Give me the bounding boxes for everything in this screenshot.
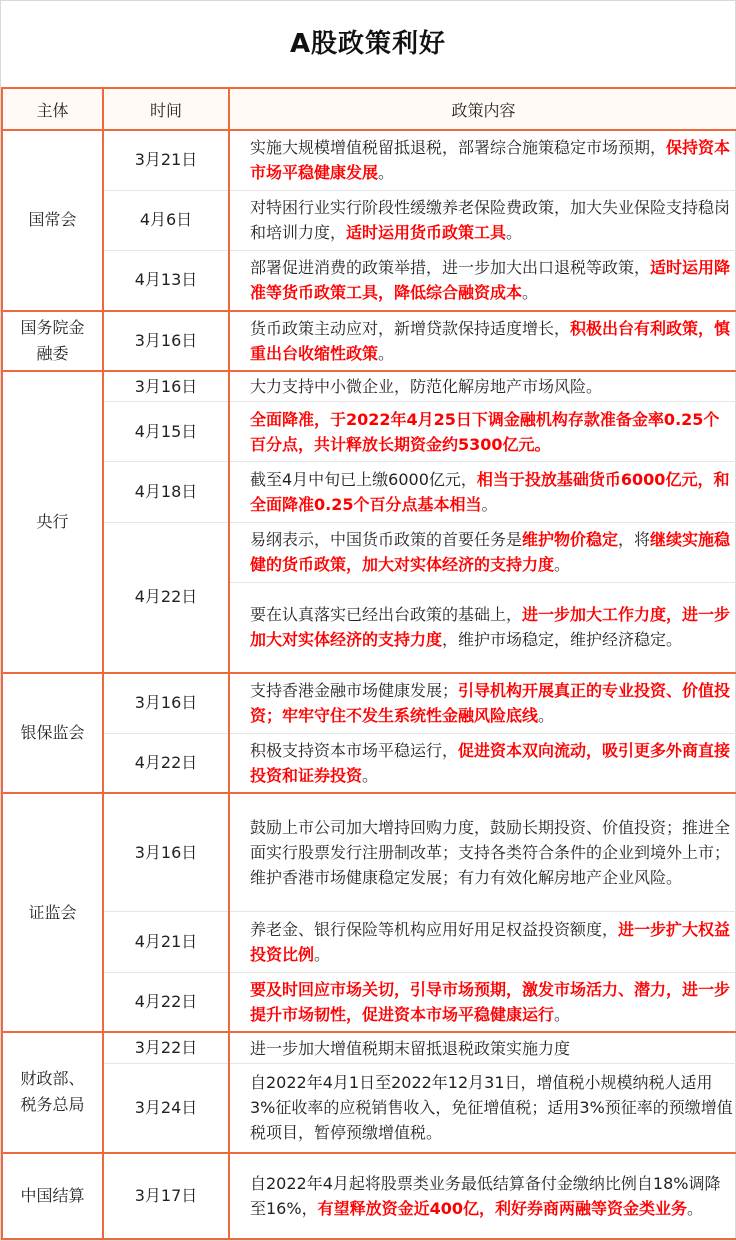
content-text: 部署促进消费的政策举措，进一步加大出口退税等政策， bbox=[250, 258, 651, 278]
table-row bbox=[2, 733, 736, 793]
table-row bbox=[2, 311, 736, 371]
date-cell: 4月6日 bbox=[103, 190, 229, 250]
subject-cell bbox=[2, 311, 103, 371]
content-text: 。 bbox=[378, 163, 395, 183]
highlight-text: 适时运用降准等货币政策工具，降低综合融资成本 bbox=[250, 258, 731, 303]
content-text: 实施大规模增值税留抵退税，部署综合施策稳定市场预期， bbox=[250, 138, 667, 158]
highlight-text: 引导机构开展真正的专业投资、价值投资；牢牢守住不发生系统性金融风险底线 bbox=[250, 681, 731, 726]
date-cell: 3月22日 bbox=[103, 1032, 229, 1063]
subject-line: 国务院金 bbox=[20, 317, 85, 337]
highlight-text: 要及时回应市场关切，引导市场预期，激发市场活力、潜力，进一步提升市场韧性，促进资本市场平稳健康运行 bbox=[250, 980, 731, 1025]
content-text: 鼓励上市公司加大增持回购力度，鼓励长期投资、价值投资；推进全面实行股票发行注册制改革；支持各类符合条件的企业到境外上市；维护香港市场健康稳定发展；有力有效化解房地产企业风险。 bbox=[250, 818, 731, 888]
highlight-text: 进一步扩大权益投资比例 bbox=[250, 920, 731, 965]
content-text: 。 bbox=[378, 343, 395, 363]
table-row bbox=[2, 130, 736, 190]
table-row bbox=[2, 1153, 736, 1240]
date-cell: 4月21日 bbox=[103, 912, 229, 972]
content-text: ，维护市场稳定，维护经济稳定。 bbox=[442, 630, 683, 650]
highlight-text: 维护物价稳定 bbox=[522, 530, 619, 550]
content-cell bbox=[229, 251, 736, 311]
highlight-text: 积极出台有利政策，慎重出台收缩性政策 bbox=[250, 318, 731, 363]
content-text: 。 bbox=[314, 945, 331, 965]
date-cell: 3月16日 bbox=[103, 311, 229, 371]
content-text: 支持香港金融市场健康发展； bbox=[250, 681, 459, 701]
table-row bbox=[2, 972, 736, 1032]
date-cell: 4月15日 bbox=[103, 402, 229, 462]
content-cell bbox=[229, 1032, 736, 1063]
content-text: 。 bbox=[554, 555, 571, 575]
content-cell bbox=[229, 371, 736, 402]
content-text: 截至4月中旬已上缴6000亿元， bbox=[250, 470, 477, 490]
table-row bbox=[2, 793, 736, 912]
subject-line: 税务总局 bbox=[20, 1095, 85, 1115]
header-content: 政策内容 bbox=[229, 88, 736, 130]
content-cell bbox=[229, 462, 736, 522]
date-cell: 4月22日 bbox=[103, 733, 229, 793]
subject-line: 融委 bbox=[36, 343, 69, 363]
highlight-text: 促进资本双向流动，吸引更多外商直接投资和证券投资 bbox=[250, 741, 731, 786]
table-row bbox=[2, 673, 736, 733]
content-text: 。 bbox=[538, 706, 555, 726]
policy-table bbox=[1, 87, 736, 1240]
header-subject: 主体 bbox=[2, 88, 103, 130]
content-cell bbox=[229, 522, 736, 582]
content-cell bbox=[229, 311, 736, 371]
date-cell: 4月22日 bbox=[103, 522, 229, 673]
date-cell: 3月24日 bbox=[103, 1063, 229, 1152]
highlight-text: 适时运用货币政策工具 bbox=[346, 223, 507, 243]
content-text: 。 bbox=[522, 283, 539, 303]
subject-cell: 央行 bbox=[2, 371, 103, 673]
date-cell: 3月16日 bbox=[103, 673, 229, 733]
table-row bbox=[2, 251, 736, 311]
content-text: 。 bbox=[554, 1005, 571, 1025]
subject-cell: 国常会 bbox=[2, 130, 103, 311]
table-row bbox=[2, 1063, 736, 1152]
date-cell: 4月13日 bbox=[103, 251, 229, 311]
date-cell: 3月21日 bbox=[103, 130, 229, 190]
table-row bbox=[2, 912, 736, 972]
date-cell: 3月16日 bbox=[103, 371, 229, 402]
content-cell bbox=[229, 1153, 736, 1240]
content-text: 。 bbox=[506, 223, 523, 243]
content-cell bbox=[229, 130, 736, 190]
page-title: A股政策利好 bbox=[289, 29, 447, 59]
header-date: 时间 bbox=[103, 88, 229, 130]
table-row bbox=[2, 402, 736, 462]
content-text: 货币政策主动应对，新增贷款保持适度增长， bbox=[250, 318, 571, 338]
content-cell bbox=[229, 582, 736, 672]
content-cell bbox=[229, 733, 736, 793]
table-header-row bbox=[2, 88, 736, 130]
content-text: 大力支持中小微企业，防范化解房地产市场风险。 bbox=[250, 377, 603, 397]
date-cell: 3月17日 bbox=[103, 1153, 229, 1240]
date-cell: 4月22日 bbox=[103, 972, 229, 1032]
highlight-text: 进一步加大工作力度，进一步加大对实体经济的支持力度 bbox=[250, 605, 731, 650]
highlight-text: 继续实施稳健的货币政策，加大对实体经济的支持力度 bbox=[250, 530, 731, 575]
content-text: 要在认真落实已经出台政策的基础上， bbox=[250, 605, 523, 625]
date-cell: 4月18日 bbox=[103, 462, 229, 522]
highlight-text: 保持资本市场平稳健康发展 bbox=[250, 138, 731, 183]
table-row bbox=[2, 1032, 736, 1063]
content-cell bbox=[229, 1063, 736, 1152]
content-cell bbox=[229, 673, 736, 733]
content-text: 进一步加大增值税期末留抵退税政策实施力度 bbox=[250, 1038, 571, 1058]
content-cell bbox=[229, 912, 736, 972]
content-text: 。 bbox=[686, 1198, 703, 1218]
content-text: 积极支持资本市场平稳运行， bbox=[250, 741, 459, 761]
subject-cell bbox=[2, 1032, 103, 1152]
content-cell bbox=[229, 793, 736, 912]
content-text: 自2022年4月起将股票类业务最低结算备付金缴纳比例自18%调降至16%， bbox=[250, 1173, 721, 1218]
highlight-text: 相当于投放基础货币6000亿元，和全面降准0.25个百分点基本相当 bbox=[250, 470, 730, 515]
subject-cell: 中国结算 bbox=[2, 1153, 103, 1240]
content-text: ，将 bbox=[618, 530, 651, 550]
table-row bbox=[2, 522, 736, 582]
content-text: 。 bbox=[481, 495, 498, 515]
content-text: 养老金、银行保险等机构应用好用足权益投资额度， bbox=[250, 920, 619, 940]
subject-line: 财政部、 bbox=[20, 1069, 85, 1089]
highlight-text: 全面降准，于2022年4月25日下调金融机构存款准备金率0.25个百分点，共计释放长期资金约5300亿元。 bbox=[250, 409, 720, 454]
content-text: 易纲表示，中国货币政策的首要任务是 bbox=[250, 530, 523, 550]
date-cell: 3月16日 bbox=[103, 793, 229, 912]
table-row bbox=[2, 190, 736, 250]
content-cell bbox=[229, 402, 736, 462]
subject-cell: 证监会 bbox=[2, 793, 103, 1032]
content-text: 自2022年4月1日至2022年12月31日，增值税小规模纳税人适用3%征收率的应税销售收入，免征增值税；适用3%预征率的预缴增值税项目，暂停预缴增值税。 bbox=[250, 1073, 733, 1143]
table-row bbox=[2, 462, 736, 522]
content-cell bbox=[229, 190, 736, 250]
highlight-text: 有望释放资金近400亿，利好券商两融等资金类业务 bbox=[317, 1198, 687, 1218]
content-cell bbox=[229, 972, 736, 1032]
content-text: 。 bbox=[362, 766, 379, 786]
content-text: 对特困行业实行阶段性缓缴养老保险费政策，加大失业保险支持稳岗和培训力度， bbox=[250, 198, 731, 243]
subject-cell: 银保监会 bbox=[2, 673, 103, 794]
table-row bbox=[2, 371, 736, 402]
